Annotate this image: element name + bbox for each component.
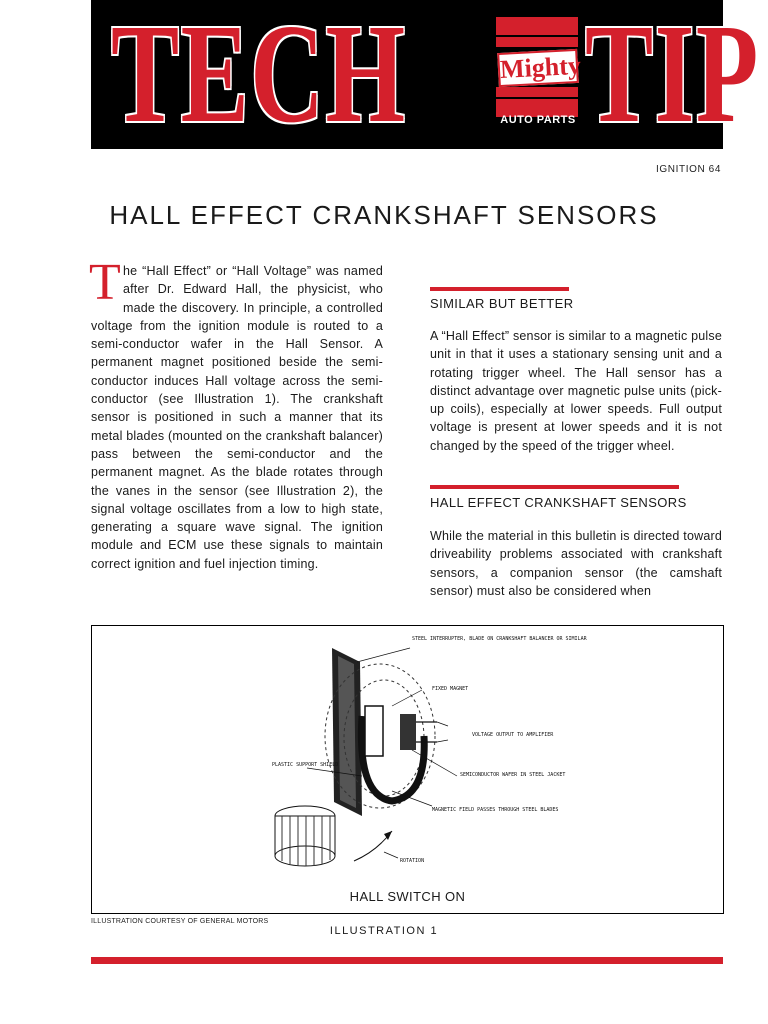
intro-text: he “Hall Effect” or “Hall Voltage” was named after Dr. Edward Hall, the physicist, who made the discovery. In principle, a controlled voltage from the ignition module is routed to a semi-conductor wafer in the Hall Sensor. A permanent magnet positioned beside the semi-conductor induces Hall voltage across the semi-conductor (see Illustration 1). The crankshaft sensor is positioned in such a manner that its metal blades (mounted on the crankshaft balancer) pass between the semi-conductor and the permanent magnet. As the blade rotates through the vanes in the sensor (see Illustration 2), the signal voltage oscillates from a low to high state, generating a square wave signal. The ignition module and ECM use these signals to maintain correct ignition and fuel injection timing. <box>91 264 383 571</box>
footer-rule <box>91 957 723 964</box>
section-heading: SIMILAR BUT BETTER <box>430 296 574 311</box>
banner-right-word: TIP <box>585 0 760 152</box>
logo-subtext: AUTO PARTS <box>500 114 576 126</box>
page-title: HALL EFFECT CRANKSHAFT SENSORS <box>109 200 659 230</box>
section-rule <box>430 485 679 489</box>
banner-left-word: TECH <box>111 0 407 152</box>
figure-caption: HALL SWITCH ON <box>349 889 466 904</box>
callout-label: PLASTIC SUPPORT SHIELD <box>272 762 339 768</box>
semiconductor-wafer <box>400 714 416 750</box>
intro-paragraph <box>89 254 383 573</box>
illustration-frame <box>91 625 724 914</box>
hall-switch-diagram <box>92 626 723 913</box>
tech-tip-banner <box>91 0 760 152</box>
illustration-label: ILLUSTRATION 1 <box>329 925 439 937</box>
illustration-credit: ILLUSTRATION COURTESY OF GENERAL MOTORS <box>91 918 269 925</box>
section-similar <box>430 287 722 455</box>
callout-label: SEMICONDUCTOR WAFER IN STEEL JACKET <box>460 772 566 778</box>
section-text: A “Hall Effect” sensor is similar to a magnetic pulse unit in that it uses a stationary sensing unit and a rotating trigger wheel. The Hall sensor has a distinct advantage over magnetic pulse units (pick-up coils), especially at lower speeds. Full output voltage is present at lower speeds and it is not changed by the speed of the trigger wheel. <box>430 329 722 453</box>
callout-label: VOLTAGE OUTPUT TO AMPLIFIER <box>472 732 554 738</box>
intro-column <box>89 254 383 573</box>
mighty-logo <box>496 17 582 117</box>
bulletin-code: IGNITION 64 <box>656 164 721 175</box>
section-rule <box>430 287 569 291</box>
callout-label: MAGNETIC FIELD PASSES THROUGH STEEL BLADES <box>432 807 559 813</box>
section-crankshaft <box>430 485 722 600</box>
logo-wordmark: Mighty <box>497 49 579 87</box>
balancer-hub <box>275 806 335 866</box>
callout-label: STEEL INTERRUPTER, BLADE ON CRANKSHAFT BALANCER OR SIMILAR <box>412 636 587 642</box>
section-heading: HALL EFFECT CRANKSHAFT SENSORS <box>430 495 687 510</box>
drop-cap: T <box>89 254 121 311</box>
section-text: While the material in this bulletin is directed toward driveability problems associated with crankshaft sensors, a companion sensor (the camshaft sensor) must also be considered when <box>430 529 722 598</box>
callout-label: FIXED MAGNET <box>432 686 469 692</box>
callout-label: ROTATION <box>400 858 425 864</box>
